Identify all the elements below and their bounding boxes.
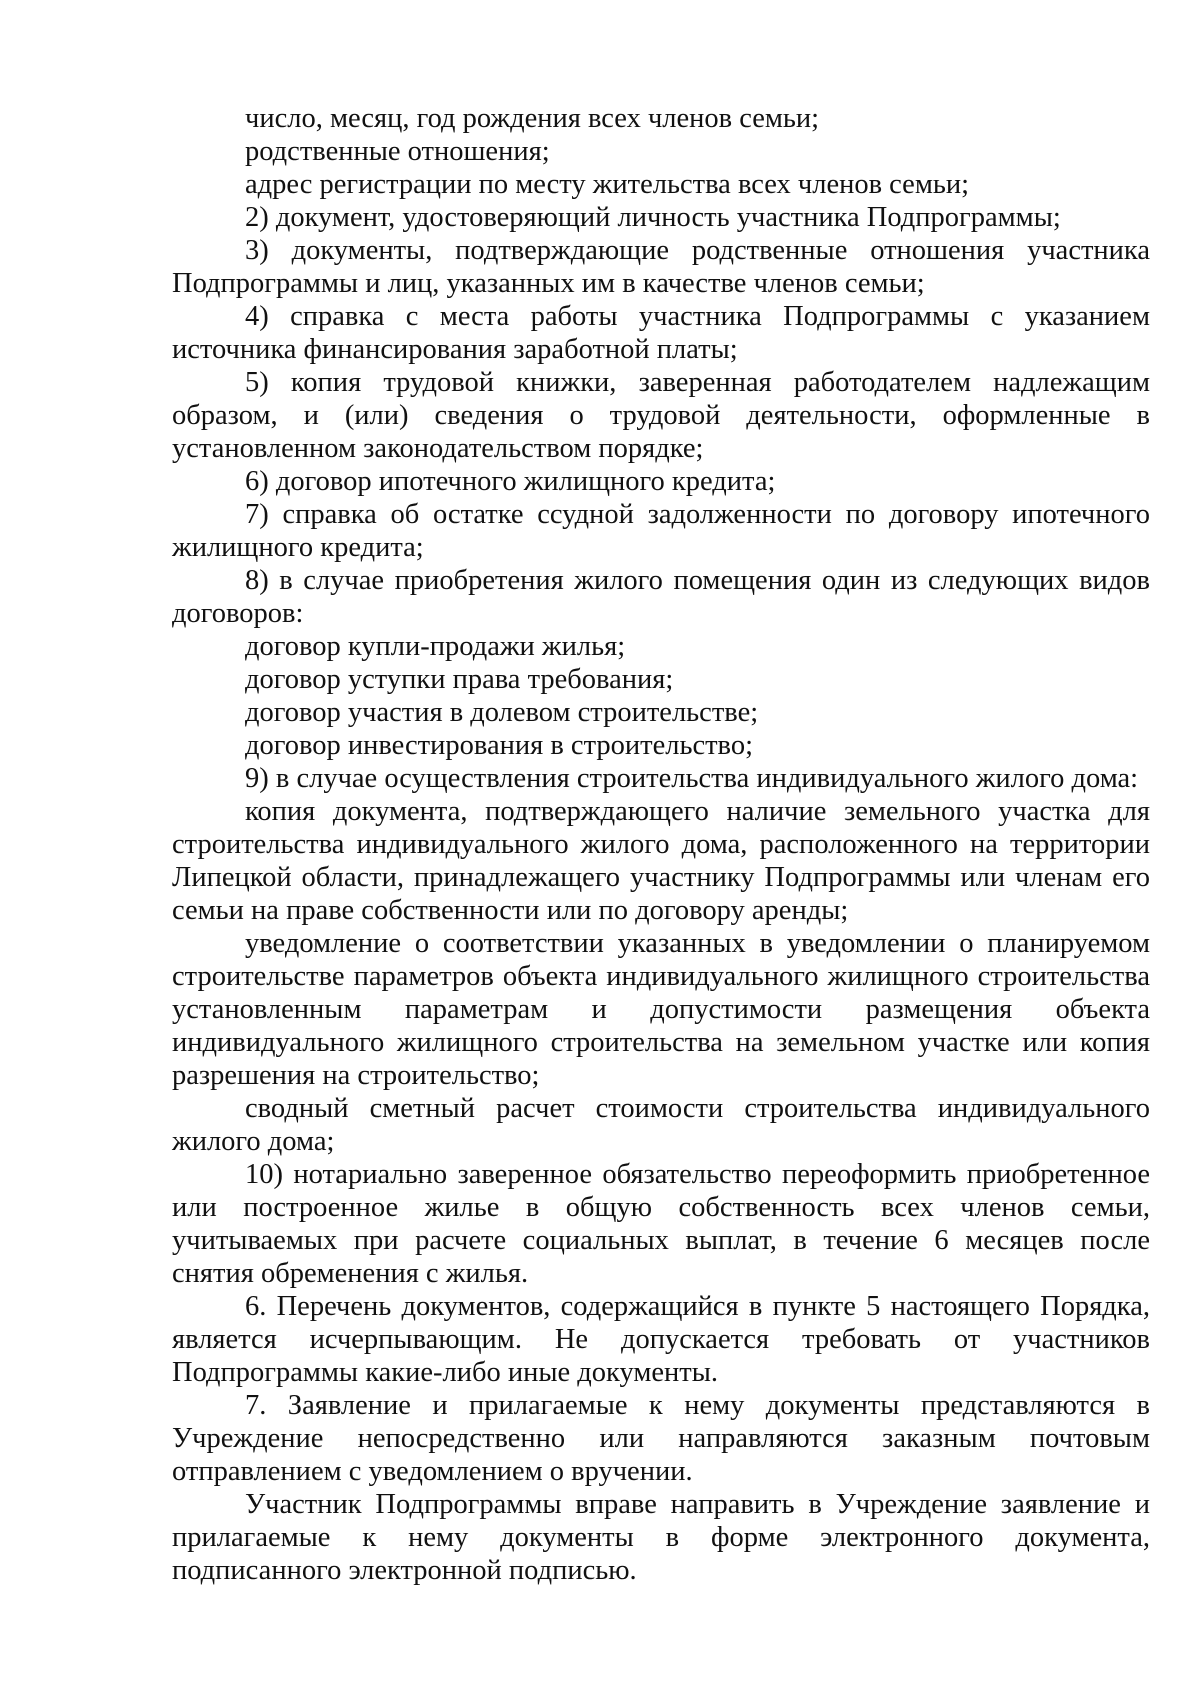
paragraph-electronic-submission: Участник Подпрограммы вправе направить в Учреждение заявление и прилагаемые к нему документы в форме электронного документа, подписанного электронной подписью. bbox=[172, 1489, 1150, 1586]
paragraph-construction-notice: уведомление о соответствии указанных в уведомлении о планируемом строительстве параметров объекта индивидуального жилищного строительства установленным параметрам и допустимости размещения объекта индивидуального жилищного строительства на земельном участке или копия разрешения на строительство; bbox=[172, 928, 1150, 1091]
paragraph-cost-estimate: сводный сметный расчет стоимости строительства индивидуального жилого дома; bbox=[172, 1093, 1150, 1157]
paragraph-contract-investment: договор инвестирования в строительство; bbox=[245, 730, 753, 761]
paragraph-item-8: 8) в случае приобретения жилого помещения один из следующих видов договоров: bbox=[172, 565, 1150, 629]
paragraph-contract-assignment: договор уступки права требования; bbox=[245, 664, 674, 695]
paragraph-land-document: копия документа, подтверждающего наличие земельного участка для строительства индивидуального жилого дома, расположенного на территории Липецкой области, принадлежащего участнику Подпрограммы или членам его семьи на праве собственности или по договору аренды; bbox=[172, 796, 1150, 926]
paragraph-item-2: 2) документ, удостоверяющий личность участника Подпрограммы; bbox=[245, 202, 1061, 233]
paragraph-section-6: 6. Перечень документов, содержащийся в пункте 5 настоящего Порядка, является исчерпывающим. Не допускается требовать от участников Подпрограммы какие-либо иные документы. bbox=[172, 1291, 1150, 1388]
paragraph-registration-address: адрес регистрации по месту жительства всех членов семьи; bbox=[245, 169, 970, 200]
paragraph-contract-sale: договор купли-продажи жилья; bbox=[245, 631, 626, 662]
paragraph-item-5: 5) копия трудовой книжки, заверенная работодателем надлежащим образом, и (или) сведения о трудовой деятельности, оформленные в установленном законодательством порядке; bbox=[172, 367, 1150, 464]
document-page bbox=[172, 102, 1150, 1587]
paragraph-family-birth-dates: число, месяц, год рождения всех членов семьи; bbox=[245, 103, 820, 134]
paragraph-section-7: 7. Заявление и прилагаемые к нему документы представляются в Учреждение непосредственно или направляются заказным почтовым отправлением с уведомлением о вручении. bbox=[172, 1390, 1150, 1487]
paragraph-item-9: 9) в случае осуществления строительства индивидуального жилого дома: bbox=[245, 763, 1139, 794]
paragraph-item-4: 4) справка с места работы участника Подпрограммы с указанием источника финансирования заработной платы; bbox=[172, 301, 1150, 365]
paragraph-family-relations: родственные отношения; bbox=[245, 136, 550, 167]
paragraph-item-7: 7) справка об остатке ссудной задолженности по договору ипотечного жилищного кредита; bbox=[172, 499, 1150, 563]
paragraph-item-6: 6) договор ипотечного жилищного кредита; bbox=[245, 466, 776, 497]
paragraph-item-10: 10) нотариально заверенное обязательство переоформить приобретенное или построенное жилье в общую собственность всех членов семьи, учитываемых при расчете социальных выплат, в течение 6 месяцев после снятия обременения с жилья. bbox=[172, 1159, 1150, 1289]
paragraph-item-3: 3) документы, подтверждающие родственные отношения участника Подпрограммы и лиц, указанных им в качестве членов семьи; bbox=[172, 235, 1150, 299]
paragraph-contract-shared-construction: договор участия в долевом строительстве; bbox=[245, 697, 759, 728]
